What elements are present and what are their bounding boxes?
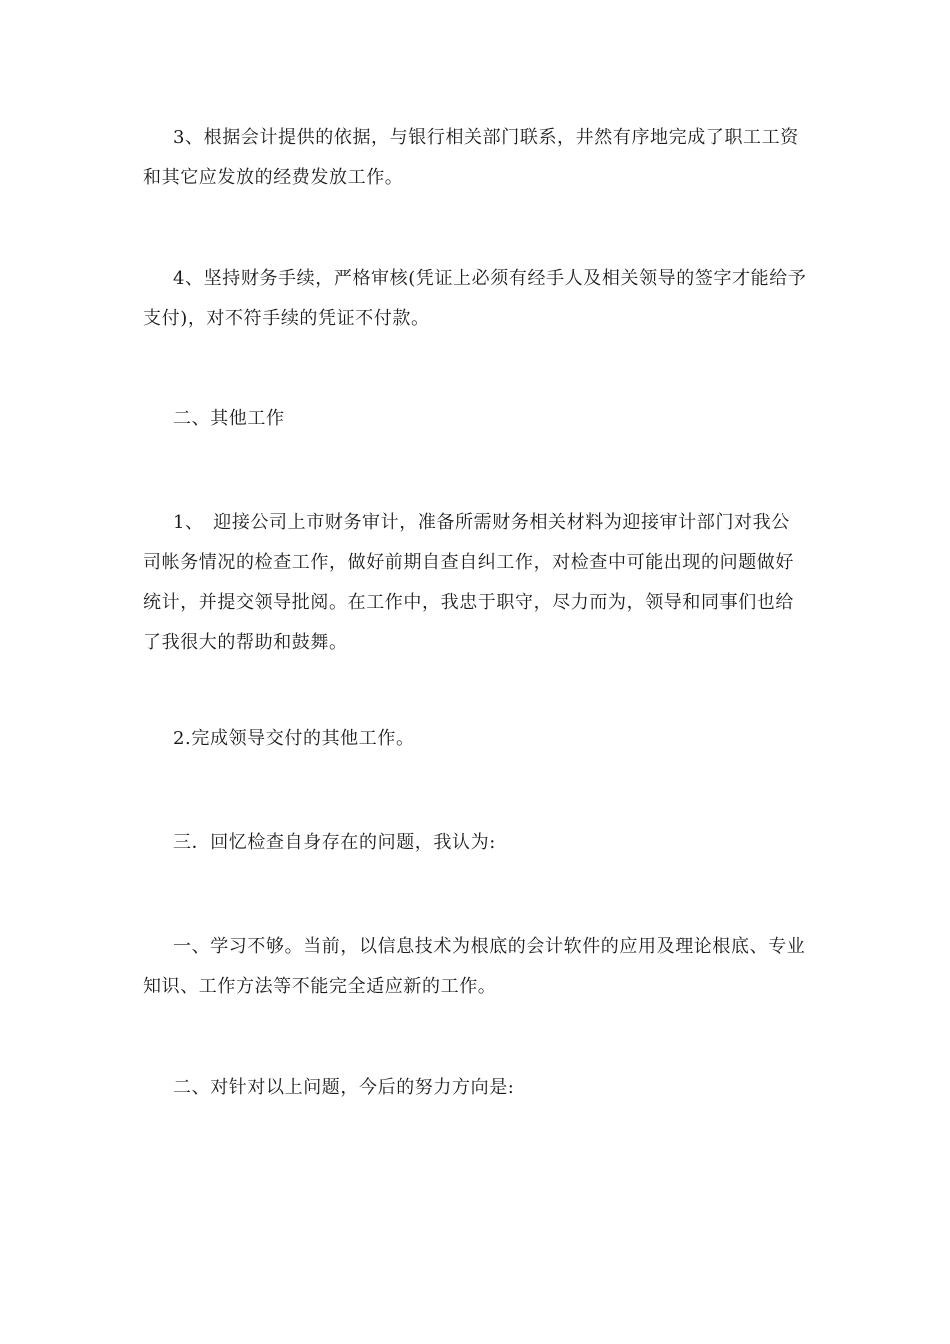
section-heading-self-review: 三．回忆检查自身存在的问题，我认为: bbox=[173, 832, 496, 853]
paragraph-improvement-direction: 二、对针对以上问题，今后的努力方向是: bbox=[173, 1077, 515, 1098]
paragraph-voucher-review: 4、坚持财务手续，严格审核(凭证上必须有经手人及相关领导的签字才能给予支付)，对不符手续的凭证不付款。 bbox=[143, 268, 807, 329]
paragraph-audit-preparation: 1、 迎接公司上市财务审计，准备所需财务相关材料为迎接审计部门对我公司帐务情况的检查工作，做好前期自查自纠工作，对检查中可能出现的问题做好统计，并提交领导批阅。在工作中，我忠于职守，尽力而为，领导和同事们也给了我很大的帮助和鼓舞。 bbox=[143, 512, 794, 653]
section-heading-other-work: 二、其他工作 bbox=[173, 408, 285, 429]
paragraph-salary-payment: 3、根据会计提供的依据，与银行相关部门联系，井然有序地完成了职工工资和其它应发放的经费发放工作。 bbox=[143, 127, 799, 188]
paragraph-other-tasks: 2.完成领导交付的其他工作。 bbox=[173, 728, 415, 749]
paragraph-insufficient-learning: 一、学习不够。当前，以信息技术为根底的会计软件的应用及理论根底、专业知识、工作方法等不能完全适应新的工作。 bbox=[143, 936, 806, 997]
